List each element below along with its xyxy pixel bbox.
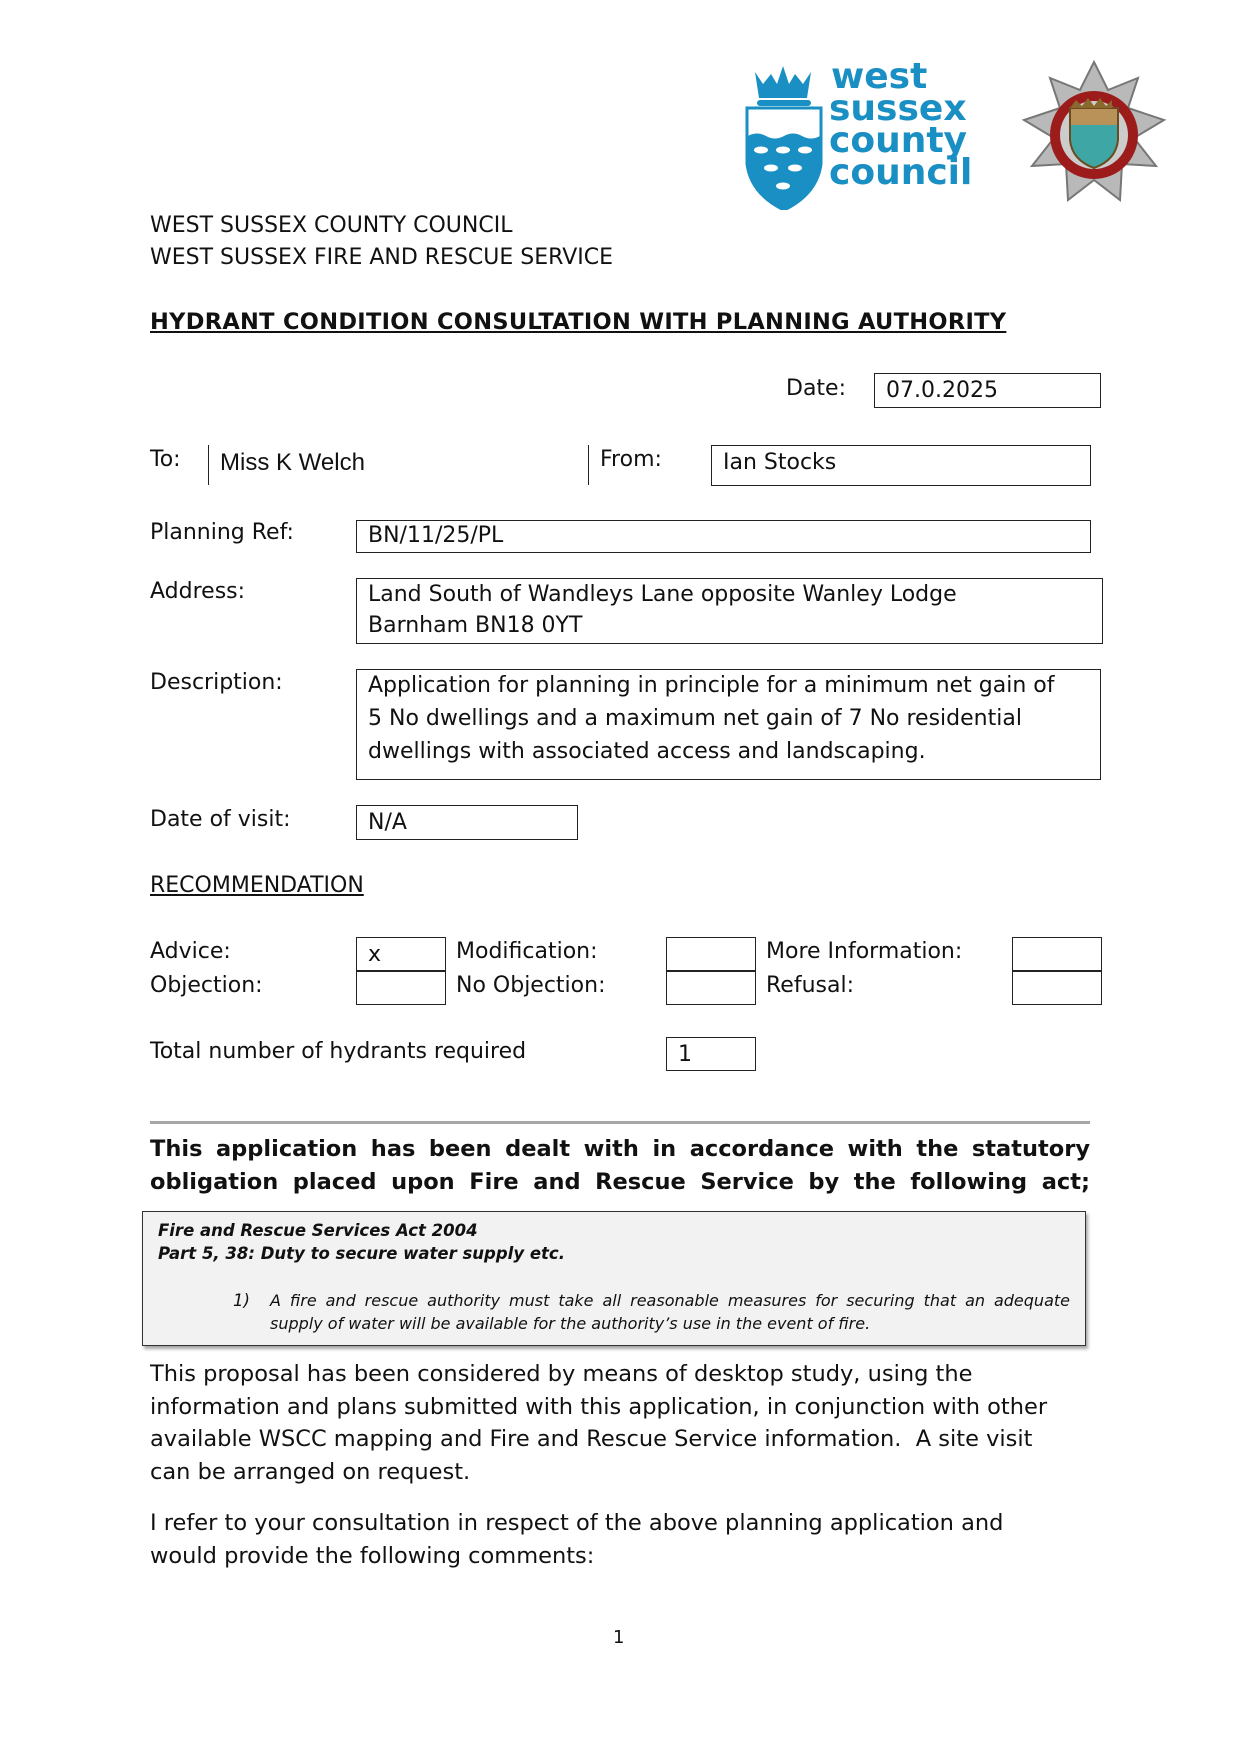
modification-label: Modification: (456, 939, 598, 964)
org-line-1: WEST SUSSEX COUNTY COUNCIL (150, 213, 513, 238)
description-label: Description: (150, 670, 283, 695)
planning-ref-label: Planning Ref: (150, 520, 294, 545)
paragraph-2-line: I refer to your consultation in respect of the above planning application and (150, 1510, 1004, 1536)
to-label: To: (150, 447, 181, 472)
fire-rescue-badge (1020, 60, 1168, 210)
refusal-label: Refusal: (766, 973, 854, 998)
hydrants-value: 1 (678, 1042, 692, 1067)
objection-label: Objection: (150, 973, 263, 998)
to-value[interactable]: Miss K Welch (220, 449, 365, 476)
paragraph-1-line: information and plans submitted with this application, in conjunction with other (150, 1393, 1048, 1420)
no-objection-checkbox[interactable] (666, 970, 756, 1005)
from-value: Ian Stocks (723, 450, 837, 475)
planning-ref-field[interactable] (356, 520, 1091, 553)
body-paragraph-1 (150, 1358, 1090, 1488)
address-field[interactable] (356, 578, 1103, 644)
refusal-checkbox[interactable] (1012, 970, 1102, 1005)
recommendation-heading: RECOMMENDATION (150, 873, 364, 898)
from-divider (588, 445, 589, 485)
paragraph-1-line: can be arranged on request. (150, 1458, 471, 1485)
address-line-2: Barnham BN18 0YT (368, 613, 583, 638)
wscc-logo (745, 58, 980, 210)
statutory-intro-line-2: obligation placed upon Fire and Rescue Service by the following act; (150, 1169, 1090, 1195)
page-title: HYDRANT CONDITION CONSULTATION WITH PLANNING AUTHORITY (150, 309, 1007, 335)
logo-text-west: west (831, 58, 928, 97)
to-divider (208, 445, 209, 485)
advice-label: Advice: (150, 939, 231, 964)
statutory-intro-line-1: This application has been dealt with in accordance with the statutory (150, 1136, 1090, 1162)
modification-checkbox[interactable] (666, 937, 756, 972)
date-value: 07.0.2025 (886, 378, 998, 403)
date-label: Date: (786, 376, 846, 401)
paragraph-2-line: would provide the following comments: (150, 1542, 595, 1569)
clause-line-1: A fire and rescue authority must take all reasonable measures for securing that an adequate (270, 1291, 1070, 1310)
address-line-1: Land South of Wandleys Lane opposite Wanley Lodge (368, 582, 957, 607)
page-number: 1 (613, 1627, 625, 1648)
paragraph-1-line: This proposal has been considered by means of desktop study, using the (150, 1361, 973, 1387)
logo-text-county: county (829, 120, 968, 161)
act-part: Part 5, 38: Duty to secure water supply etc. (158, 1244, 565, 1263)
hydrants-label: Total number of hydrants required (150, 1039, 527, 1064)
org-line-2: WEST SUSSEX FIRE AND RESCUE SERVICE (150, 245, 614, 270)
clause-number: 1) (233, 1291, 250, 1310)
no-objection-label: No Objection: (456, 973, 606, 998)
from-label: From: (600, 447, 662, 472)
section-divider (150, 1121, 1090, 1124)
address-label: Address: (150, 579, 246, 604)
more-information-checkbox[interactable] (1012, 937, 1102, 972)
date-of-visit-field[interactable] (356, 805, 578, 840)
advice-checkbox[interactable] (356, 937, 446, 972)
more-information-label: More Information: (766, 939, 963, 964)
description-line-1: Application for planning in principle for a minimum net gain of (368, 673, 1055, 698)
date-of-visit-value: N/A (368, 810, 407, 835)
advice-value: x (368, 942, 382, 967)
description-line-2: 5 No dwellings and a maximum net gain of 7 No residential (368, 706, 1022, 731)
act-excerpt-box (142, 1211, 1086, 1346)
clause-line-2: supply of water will be available for the authority’s use in the event of fire. (270, 1314, 871, 1333)
description-line-3: dwellings with associated access and landscaping. (368, 739, 926, 764)
act-title: Fire and Rescue Services Act 2004 (158, 1221, 478, 1240)
objection-checkbox[interactable] (356, 970, 446, 1005)
body-paragraph-2 (150, 1507, 1090, 1572)
from-field[interactable] (711, 445, 1091, 486)
description-field[interactable] (356, 669, 1101, 780)
paragraph-1-line: available WSCC mapping and Fire and Rescue Service information. A site visit (150, 1426, 1033, 1452)
date-field[interactable] (874, 373, 1101, 408)
date-of-visit-label: Date of visit: (150, 807, 291, 832)
logo-text-council: council (829, 152, 973, 193)
planning-ref-value: BN/11/25/PL (368, 523, 504, 548)
hydrants-field[interactable] (666, 1037, 756, 1071)
logo-text-sussex: sussex (829, 88, 967, 129)
